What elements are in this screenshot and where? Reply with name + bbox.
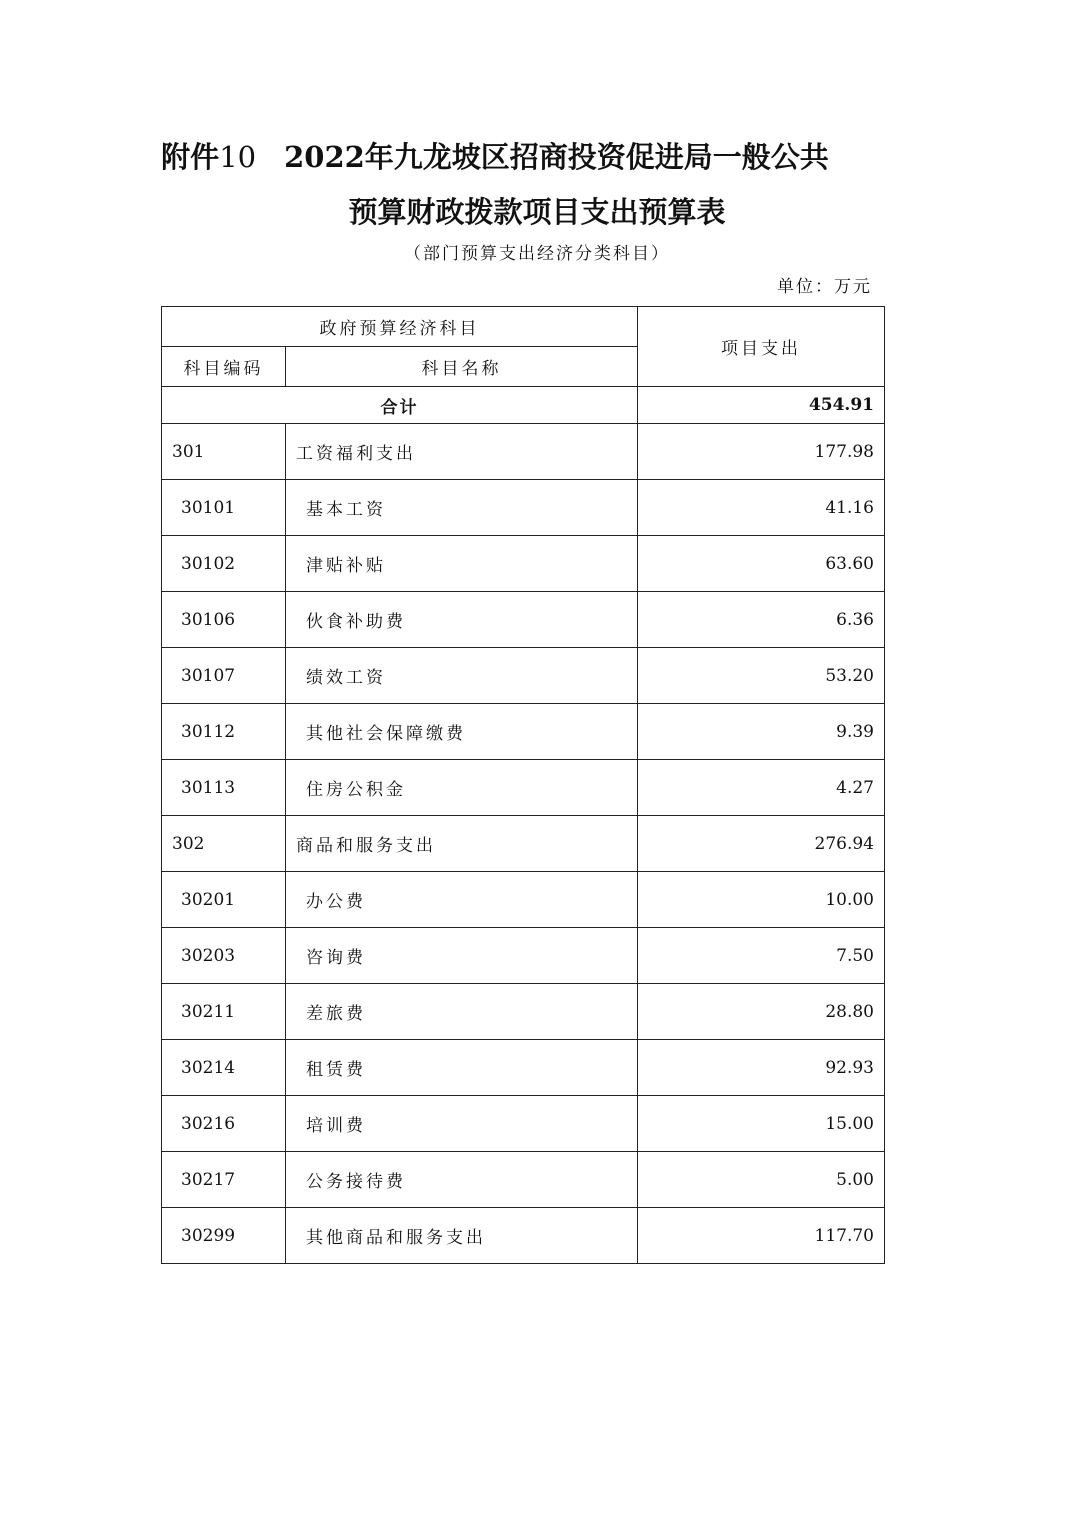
project-expenditure-cell: 9.39 <box>638 704 885 760</box>
document-title-line-1 <box>0 137 1074 177</box>
subject-name-cell: 绩效工资 <box>286 648 638 704</box>
attachment-label: 附件 <box>161 140 220 174</box>
subject-code-cell: 30102 <box>162 536 286 592</box>
subject-name-cell: 其他社会保障缴费 <box>286 704 638 760</box>
title-main-text: 2022年九龙坡区招商投资促进局一般公共 <box>284 140 829 174</box>
table-row <box>162 648 885 704</box>
unit-label: 单位：万元 <box>777 277 872 297</box>
project-expenditure-cell: 92.93 <box>638 1040 885 1096</box>
subject-name-cell: 公务接待费 <box>286 1152 638 1208</box>
table-row <box>162 816 885 872</box>
project-expenditure-cell: 117.70 <box>638 1208 885 1264</box>
subject-code-cell: 301 <box>162 424 286 480</box>
subject-name-cell: 差旅费 <box>286 984 638 1040</box>
subject-code-cell: 30107 <box>162 648 286 704</box>
project-expenditure-cell: 28.80 <box>638 984 885 1040</box>
subject-name-cell: 培训费 <box>286 1096 638 1152</box>
table-row <box>162 424 885 480</box>
subject-name-cell: 基本工资 <box>286 480 638 536</box>
project-expenditure-cell: 4.27 <box>638 760 885 816</box>
total-row <box>162 387 885 424</box>
header-subject-name: 科目名称 <box>286 347 638 387</box>
project-expenditure-cell: 15.00 <box>638 1096 885 1152</box>
subject-code-cell: 302 <box>162 816 286 872</box>
subject-code-cell: 30211 <box>162 984 286 1040</box>
table-row <box>162 1040 885 1096</box>
subject-code-cell: 30203 <box>162 928 286 984</box>
document-title-line-2: 预算财政拨款项目支出预算表 <box>348 195 726 229</box>
subject-name-cell: 住房公积金 <box>286 760 638 816</box>
table-row <box>162 536 885 592</box>
table-row <box>162 1208 885 1264</box>
project-expenditure-cell: 177.98 <box>638 424 885 480</box>
attachment-number: 10 <box>219 140 257 174</box>
subject-code-cell: 30299 <box>162 1208 286 1264</box>
project-expenditure-cell: 5.00 <box>638 1152 885 1208</box>
subject-name-cell: 工资福利支出 <box>286 424 638 480</box>
project-expenditure-cell: 6.36 <box>638 592 885 648</box>
document-subtitle: （部门预算支出经济分类科目） <box>404 244 670 264</box>
subject-name-cell: 津贴补贴 <box>286 536 638 592</box>
table-row <box>162 704 885 760</box>
subject-code-cell: 30106 <box>162 592 286 648</box>
subject-code-cell: 30216 <box>162 1096 286 1152</box>
subject-code-cell: 30201 <box>162 872 286 928</box>
subject-name-cell: 商品和服务支出 <box>286 816 638 872</box>
table-row <box>162 1152 885 1208</box>
table-row <box>162 928 885 984</box>
project-expenditure-cell: 41.16 <box>638 480 885 536</box>
subject-code-cell: 30101 <box>162 480 286 536</box>
project-expenditure-cell: 10.00 <box>638 872 885 928</box>
project-expenditure-cell: 63.60 <box>638 536 885 592</box>
budget-table <box>161 306 885 1264</box>
table-row <box>162 984 885 1040</box>
header-row-group <box>162 307 885 347</box>
project-expenditure-cell: 53.20 <box>638 648 885 704</box>
project-expenditure-cell: 276.94 <box>638 816 885 872</box>
subject-code-cell: 30214 <box>162 1040 286 1096</box>
subject-code-cell: 30113 <box>162 760 286 816</box>
table-row <box>162 760 885 816</box>
project-expenditure-cell: 7.50 <box>638 928 885 984</box>
table-row <box>162 592 885 648</box>
subject-code-cell: 30112 <box>162 704 286 760</box>
total-amount: 454.91 <box>638 387 885 424</box>
subject-name-cell: 其他商品和服务支出 <box>286 1208 638 1264</box>
table-row <box>162 1096 885 1152</box>
header-project-expenditure: 项目支出 <box>638 307 885 387</box>
total-label: 合计 <box>162 387 638 424</box>
header-economic-subject: 政府预算经济科目 <box>162 307 638 347</box>
subject-name-cell: 咨询费 <box>286 928 638 984</box>
subject-name-cell: 租赁费 <box>286 1040 638 1096</box>
subject-name-cell: 办公费 <box>286 872 638 928</box>
table-row <box>162 480 885 536</box>
subject-code-cell: 30217 <box>162 1152 286 1208</box>
header-subject-code: 科目编码 <box>162 347 286 387</box>
subject-name-cell: 伙食补助费 <box>286 592 638 648</box>
table-row <box>162 872 885 928</box>
